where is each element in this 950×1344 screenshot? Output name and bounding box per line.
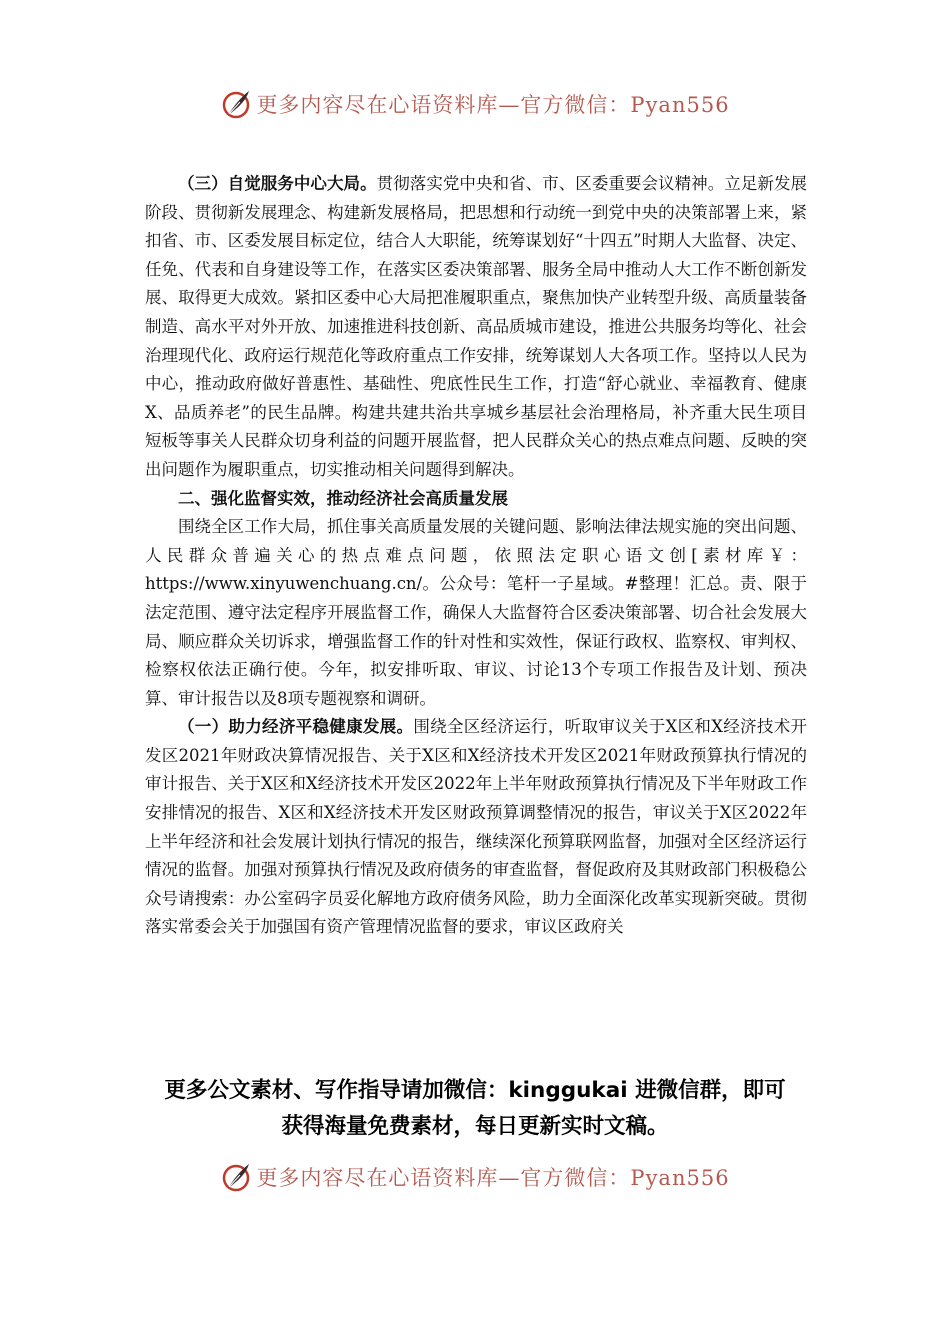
- quill-pen-logo-icon: [220, 88, 252, 120]
- promo-line-1: 更多公文素材、写作指导请加微信：kinggukai 进微信群，即可: [164, 1078, 786, 1103]
- promo-banner: [60, 1073, 890, 1145]
- header-brand: [0, 84, 950, 124]
- paragraph-text: 贯彻落实党中央和省、市、区委重要会议精神。立足新发展阶段、贯彻新发展理念、构建新发展格局，把思想和行动统一到党中央的决策部署上来，紧扣省、市、区委发展目标定位，结合人大职能，统筹谋划好“十四五”时期人大监督、决定、任免、代表和自身建设等工作，在落实区委决策部署、服务全局中推动人大工作不断创新发展、取得更大成效。紧扣区委中心大局把准履职重点，聚焦加快产业转型升级、高质量装备制造、高水平对外开放、加速推进科技创新、高品质城市建设，推进公共服务均等化、社会治理现代化、政府运行规范化等政府重点工作安排，统筹谋划人大各项工作。坚持以人民为中心，推动政府做好普惠性、基础性、兜底性民生工作，打造“舒心就业、幸福教育、健康X、品质养老”的民生品牌。构建共建共治共享城乡基层社会治理格局，补齐重大民生项目短板等事关人民群众切身利益的问题开展监督，把人民群众关心的热点难点问题、反映的突出问题作为履职重点，切实推动相关问题得到解决。: [145, 174, 808, 479]
- header-brand-text: 更多内容尽在心语资料库—官方微信：Pyan556: [256, 93, 730, 117]
- paragraph-serve-center: [145, 170, 807, 485]
- footer-brand: [0, 1157, 950, 1197]
- paragraph-text: 围绕全区经济运行，听取审议关于X区和X经济技术开发区2021年财政决算情况报告、关于X区和X经济技术开发区2021年财政预算执行情况的审计报告、关于X区和X经济技术开发区2022年上半年财政预算执行情况及下半年财政工作安排情况的报告、X区和X经济技术开发区财政预算调整情况的报告，审议关于X区2022年上半年经济和社会发展计划执行情况的报告，继续深化预算联网监督，加强对全区经济运行情况的监督。加强对预算执行情况及政府债务的审查监督，督促政府及其财政部门积极稳公众号请搜索：办公室码字员妥化解地方政府债务风险，助力全面深化改革实现新突破。贯彻落实常委会关于加强国有资产管理情况监督的要求，审议区政府关: [145, 717, 808, 937]
- paragraph-economy: [145, 713, 807, 942]
- paragraph-lead: （一）助力经济平稳健康发展。: [178, 717, 414, 737]
- quill-pen-logo-icon: [220, 1161, 252, 1193]
- document-body: [145, 170, 807, 942]
- footer-brand-text: 更多内容尽在心语资料库—官方微信：Pyan556: [256, 1166, 730, 1190]
- promo-line-2: 获得海量免费素材，每日更新实时文稿。: [281, 1114, 669, 1139]
- paragraph-supervision: 围绕全区工作大局，抓住事关高质量发展的关键问题、影响法律法规实施的突出问题、人民群众普遍关心的热点难点问题，依照法定职心语文创[素材库￥：https://www.xinyuwenchuang.cn/。公众号：笔杆一子星域。#整理！汇总。责、限于法定范围、遵守法定程序开展监督工作，确保人大监督符合区委决策部署、切合社会发展大局、顺应群众关切诉求，增强监督工作的针对性和实效性，保证行政权、监察权、审判权、检察权依法正确行使。今年，拟安排听取、审议、讨论13个专项工作报告及计划、预决算、审计报告以及8项专题视察和调研。: [145, 517, 807, 708]
- paragraph-lead: （三）自觉服务中心大局。: [178, 174, 377, 193]
- section-heading: 二、强化监督实效，推动经济社会高质量发展: [178, 488, 508, 508]
